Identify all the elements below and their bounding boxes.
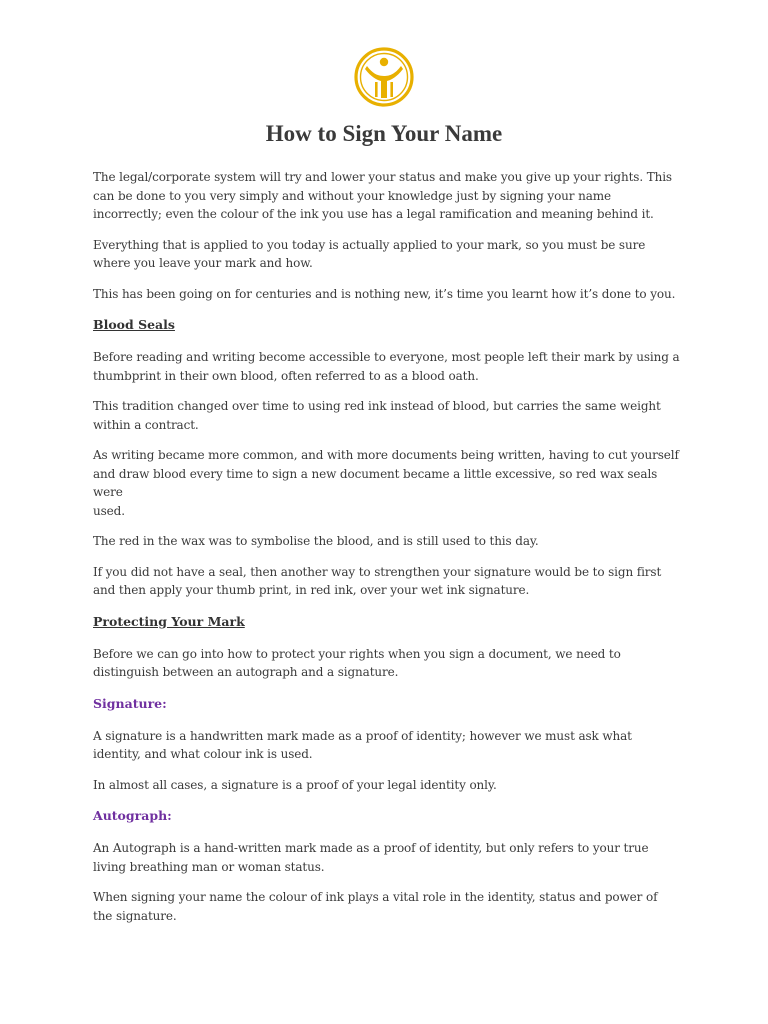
paragraph: [93, 727, 683, 764]
paragraph: [93, 645, 683, 682]
document-body: [93, 168, 683, 925]
subheading-autograph: Autograph:: [93, 808, 172, 823]
text-line: and then apply your thumb print, in red ink, over your wet ink signature.: [93, 583, 530, 597]
text-line: In almost all cases, a signature is a proof of your legal identity only.: [93, 777, 497, 792]
section-heading-blood-seals: Blood Seals: [93, 317, 175, 332]
paragraph: [93, 446, 683, 520]
paragraph: [93, 563, 683, 600]
text-line: and draw blood every time to sign a new document became a little excessive, so red wax seals were: [93, 466, 658, 499]
paragraph: [93, 348, 683, 385]
paragraph: [93, 285, 683, 304]
text-line: If you did not have a seal, then another way to strengthen your signature would be to sign first: [93, 564, 662, 579]
paragraph: [93, 532, 683, 551]
paragraph: [93, 168, 683, 224]
paragraph: [93, 236, 683, 273]
paragraph: [93, 839, 683, 876]
text-line: A signature is a handwritten mark made as a proof of identity; however we must ask what: [93, 728, 632, 743]
text-line: the signature.: [93, 908, 177, 923]
text-line: This has been going on for centuries and is nothing new, it’s time you learnt how it’s done to you.: [93, 286, 676, 301]
text-line: where you leave your mark and how.: [93, 256, 313, 270]
figure-in-circle-icon: [353, 46, 415, 108]
text-line: within a contract.: [93, 417, 199, 432]
text-line: The red in the wax was to symbolise the blood, and is still used to this day.: [93, 534, 539, 548]
text-line: living breathing man or woman status.: [93, 859, 325, 874]
text-line: can be done to you very simply and without your knowledge just by signing your name: [93, 188, 611, 203]
section-heading-protecting-your-mark: Protecting Your Mark: [93, 613, 245, 629]
text-line: Everything that is applied to you today is actually applied to your mark, so you must be sure: [93, 237, 646, 252]
text-line: The legal/corporate system will try and lower your status and make you give up your rights. This: [93, 170, 672, 184]
text-line: Before we can go into how to protect your rights when you sign a document, we need to: [93, 646, 621, 661]
page-title: How to Sign Your Name: [265, 121, 503, 146]
subheading-signature: Signature:: [93, 695, 167, 711]
text-line: incorrectly; even the colour of the ink you use has a legal ramification and meaning behind it.: [93, 207, 654, 221]
text-line: As writing became more common, and with more documents being written, having to cut yourself: [93, 448, 679, 462]
text-line: identity, and what colour ink is used.: [93, 747, 313, 761]
text-line: used.: [93, 503, 125, 518]
text-line: thumbprint in their own blood, often referred to as a blood oath.: [93, 368, 479, 383]
paragraph: [93, 397, 683, 434]
text-line: When signing your name the colour of ink plays a vital role in the identity, status and power of: [93, 890, 658, 904]
text-line: This tradition changed over time to using red ink instead of blood, but carries the same weight: [93, 399, 661, 413]
paragraph: [93, 776, 683, 795]
text-line: An Autograph is a hand-written mark made as a proof of identity, but only refers to your true: [93, 841, 649, 855]
paragraph: [93, 888, 683, 925]
text-line: Before reading and writing become accessible to everyone, most people left their mark by using a: [93, 350, 680, 364]
text-line: distinguish between an autograph and a signature.: [93, 665, 399, 679]
